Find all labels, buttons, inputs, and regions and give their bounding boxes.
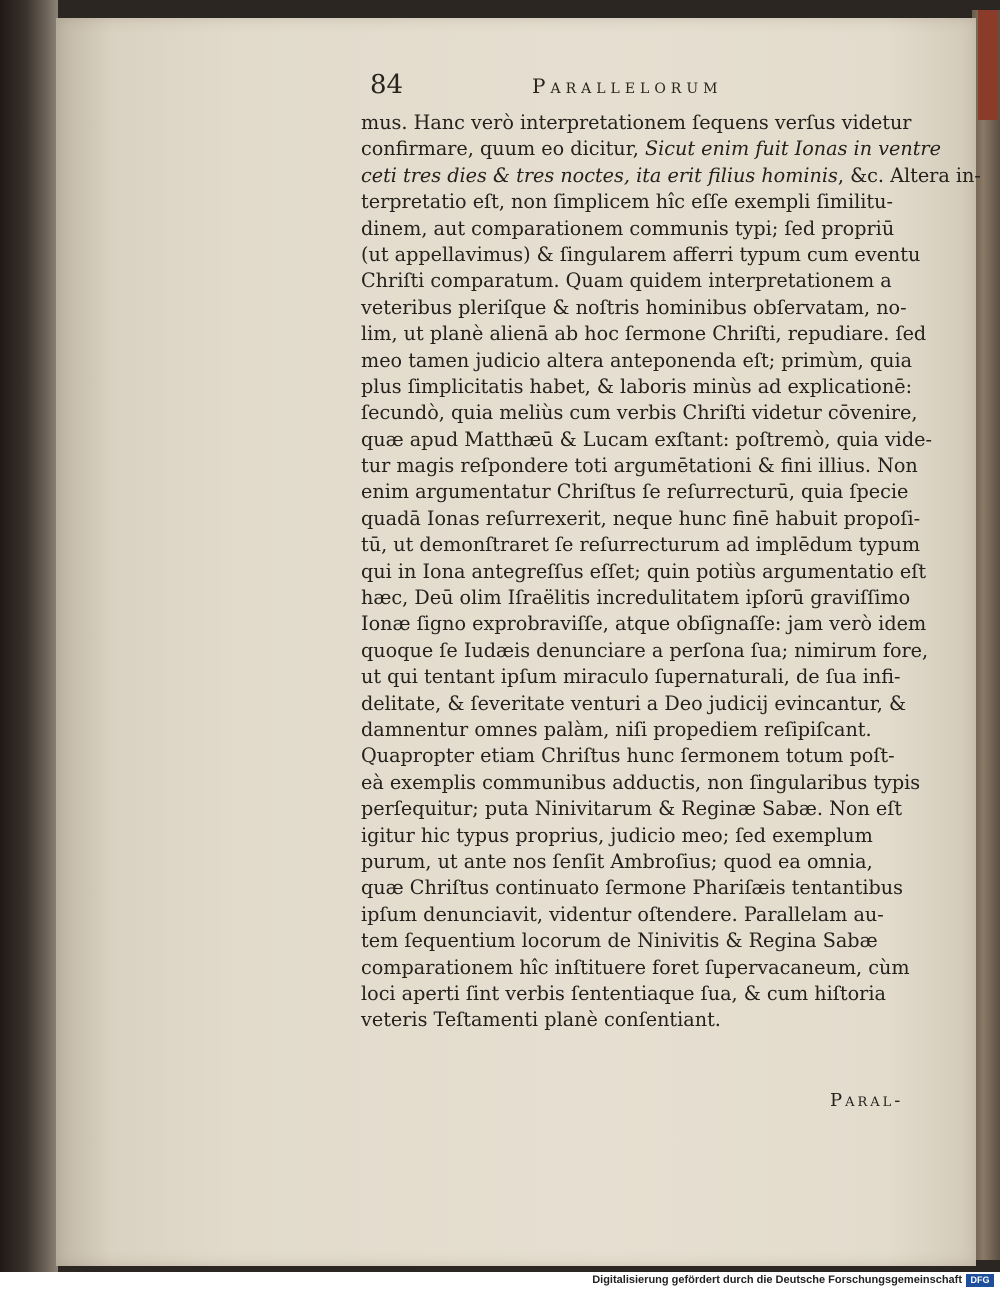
text-line: (ut appellavimus) & ſingularem afferri typum cum eventu bbox=[361, 242, 921, 266]
bookmark-ribbon bbox=[978, 10, 998, 120]
text-line: plus ſimplicitatis habet, & laboris minùs ad explicationē: bbox=[361, 374, 913, 398]
text-line: loci aperti ſint verbis ſententiaque ſua, & cum hiſtoria bbox=[361, 981, 886, 1005]
text-line: quadā Ionas reſurrexerit, neque hunc finē habuit propoſi- bbox=[361, 506, 921, 530]
text-line: confirmare, quum eo dicitur, Sicut enim fuit Ionas in ventre bbox=[361, 137, 941, 161]
text-line: ipſum denunciavit, videntur oſtendere. Parallelam au- bbox=[361, 902, 884, 926]
text-line: perſequitur; puta Ninivitarum & Reginæ Sabæ. Non eſt bbox=[361, 797, 903, 821]
text-line: quæ Chriſtus continuato ſermone Phariſæis tentantibus bbox=[361, 876, 903, 900]
text-line: enim argumentatur Chriſtus ſe reſurrecturū, quia ſpecie bbox=[361, 480, 909, 504]
catchword: Paral- bbox=[830, 1090, 904, 1111]
text-line: dinem, aut comparationem communis typi; ſed propriū bbox=[361, 216, 895, 240]
running-head: Parallelorum bbox=[532, 74, 723, 98]
dfg-logo: DFG bbox=[966, 1274, 994, 1287]
text-line: delitate, & ſeveritate venturi a Deo judicij evincantur, & bbox=[361, 691, 907, 715]
text-line: hæc, Deū olim Iſraëlitis incredulitatem ipſorū graviſſimo bbox=[361, 586, 911, 610]
text-line: veteribus pleriſque & noſtris hominibus obſervatam, no- bbox=[361, 295, 907, 319]
text-line: comparationem hîc inſtituere foret ſupervacaneum, cùm bbox=[361, 955, 910, 979]
text-line: lim, ut planè alienā ab hoc ſermone Chriſti, repudiare. ſed bbox=[361, 322, 927, 346]
text-line: damnentur omnes palàm, niſi propediem reſipiſcant. bbox=[361, 717, 872, 741]
text-line: igitur hic typus proprius, judicio meo; ſed exemplum bbox=[361, 823, 873, 847]
funding-credit: Digitalisierung gefördert durch die Deutsche Forschungsgemeinschaft bbox=[592, 1274, 962, 1286]
text-line: Chriſti comparatum. Quam quidem interpretationem a bbox=[361, 269, 892, 293]
text-line: purum, ut ante nos ſenſit Ambroſius; quod ea omnia, bbox=[361, 849, 873, 873]
text-line: tū, ut demonſtraret ſe reſurrecturum ad implēdum typum bbox=[361, 533, 921, 557]
footer-bar bbox=[0, 1272, 1000, 1291]
text-line: qui in Iona antegreſſus eſſet; quin potiùs argumentatio eſt bbox=[361, 559, 927, 583]
text-line: terpretatio eſt, non ſimplicem hîc eſſe exempli ſimilitu- bbox=[361, 190, 893, 214]
book-spine bbox=[0, 0, 58, 1272]
italic-quote: ceti tres dies & tres noctes, ita erit filius hominis bbox=[361, 163, 838, 187]
paper-page bbox=[56, 18, 981, 1266]
page-number: 84 bbox=[370, 70, 404, 100]
text-line: eà exemplis communibus adductis, non ſingularibus typis bbox=[361, 770, 921, 794]
text-line: ſecundò, quia meliùs cum verbis Chriſti videtur cōvenire, bbox=[361, 401, 918, 425]
text-line: veteris Teſtamenti planè conſentiant. bbox=[361, 1008, 721, 1032]
text-line: tem ſequentium locorum de Ninivitis & Regina Sabæ bbox=[361, 929, 878, 953]
text-line: meo tamen judicio altera anteponenda eſt; primùm, quia bbox=[361, 348, 913, 372]
text-line: Quapropter etiam Chriſtus hunc ſermonem totum poſt- bbox=[361, 744, 895, 768]
text-line: ceti tres dies & tres noctes, ita erit filius hominis, &c. Altera in- bbox=[361, 163, 981, 187]
body-text bbox=[361, 110, 981, 1034]
text-line: mus. Hanc verò interpretationem ſequens verſus videtur bbox=[361, 111, 912, 134]
text-line: ut qui tentant ipſum miraculo ſupernaturali, de ſua infi- bbox=[361, 665, 901, 689]
text-line: quæ apud Matthæū & Lucam exſtant: poſtremò, quia vide- bbox=[361, 427, 932, 451]
italic-quote: Sicut enim fuit Ionas in ventre bbox=[644, 137, 941, 161]
book-edge bbox=[972, 10, 1000, 1260]
text-line: Ionæ ſigno exprobraviſſe, atque obſignaſſe: jam verò idem bbox=[361, 612, 927, 636]
text-line: tur magis reſpondere toti argumētationi & fini illius. Non bbox=[361, 454, 918, 478]
text-line: quoque ſe Iudæis denunciare a perſona ſua; nimirum fore, bbox=[361, 638, 929, 662]
